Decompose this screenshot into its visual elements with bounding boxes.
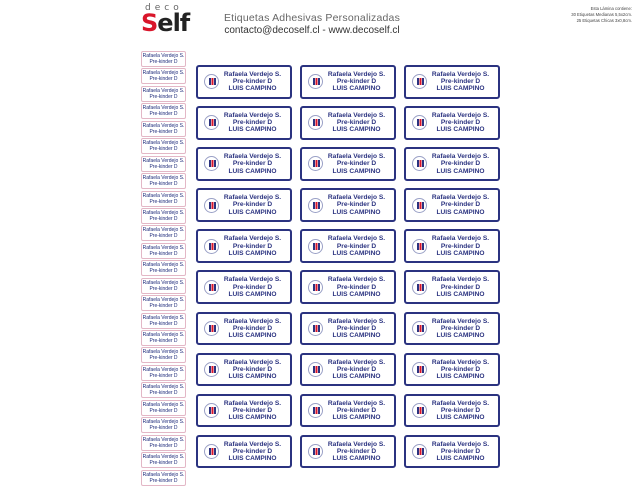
medium-label-name: Rafaela Verdejo S. bbox=[327, 112, 386, 120]
school-crest-icon bbox=[204, 321, 219, 336]
small-label-grade: Pre-kinder D bbox=[149, 250, 178, 257]
school-crest-icon bbox=[412, 280, 427, 295]
small-label-name: Rafaela Verdejo S. bbox=[142, 332, 185, 338]
small-label-grade: Pre-kinder D bbox=[149, 59, 178, 65]
medium-label-name: Rafaela Verdejo S. bbox=[327, 194, 386, 202]
school-crest-icon bbox=[204, 444, 219, 459]
logo-rest-letters: elf bbox=[157, 9, 190, 37]
medium-label-text bbox=[427, 441, 498, 463]
small-label-grade: Pre-kinder D bbox=[149, 442, 178, 449]
medium-label-name: Rafaela Verdejo S. bbox=[431, 70, 490, 78]
small-label-grade: Pre-kinder D bbox=[149, 163, 178, 170]
sheet-info-line: 30 Etiquetas Medianas 5,5x2cm. bbox=[571, 12, 632, 17]
small-label-grade: Pre-kinder D bbox=[149, 372, 178, 379]
medium-label bbox=[404, 312, 500, 346]
medium-label-grade: Pre-kinder D bbox=[232, 78, 273, 86]
small-label-grade: Pre-kinder D bbox=[149, 460, 178, 467]
medium-label bbox=[404, 106, 500, 140]
medium-label-school: LUIS CAMPINO bbox=[436, 85, 485, 93]
medium-label-school: LUIS CAMPINO bbox=[332, 249, 381, 257]
medium-label-school: LUIS CAMPINO bbox=[332, 85, 381, 93]
school-crest-icon bbox=[204, 403, 219, 418]
medium-label-grade: Pre-kinder D bbox=[440, 160, 481, 168]
school-crest-icon bbox=[204, 74, 219, 89]
small-label-name: Rafaela Verdejo S. bbox=[142, 297, 185, 304]
medium-label-text bbox=[219, 153, 290, 175]
small-label-grade: Pre-kinder D bbox=[149, 215, 178, 222]
medium-label-grade: Pre-kinder D bbox=[336, 160, 377, 168]
medium-label-school: LUIS CAMPINO bbox=[436, 331, 485, 339]
medium-label-school: LUIS CAMPINO bbox=[228, 455, 277, 463]
medium-label-name: Rafaela Verdejo S. bbox=[223, 440, 282, 448]
medium-label-grade: Pre-kinder D bbox=[336, 78, 377, 86]
medium-label-school: LUIS CAMPINO bbox=[228, 331, 277, 339]
medium-label-name: Rafaela Verdejo S. bbox=[431, 276, 490, 284]
school-crest-icon bbox=[308, 403, 323, 418]
small-label-grade: Pre-kinder D bbox=[149, 303, 178, 310]
medium-label-name: Rafaela Verdejo S. bbox=[327, 399, 386, 407]
small-label bbox=[141, 243, 186, 259]
small-label bbox=[141, 191, 186, 207]
small-label-grade: Pre-kinder D bbox=[149, 477, 178, 484]
medium-label-text bbox=[323, 194, 394, 216]
school-crest-icon bbox=[412, 362, 427, 377]
small-label-grade: Pre-kinder D bbox=[149, 128, 178, 135]
medium-label-school: LUIS CAMPINO bbox=[332, 331, 381, 339]
medium-label bbox=[404, 435, 500, 469]
medium-label bbox=[300, 147, 396, 181]
medium-label-name: Rafaela Verdejo S. bbox=[327, 440, 386, 448]
medium-label-text bbox=[323, 441, 394, 463]
logo-top-text: deco bbox=[145, 3, 183, 13]
medium-label-grade: Pre-kinder D bbox=[232, 283, 273, 291]
medium-label bbox=[196, 270, 292, 304]
medium-labels-grid bbox=[196, 65, 500, 470]
medium-label-name: Rafaela Verdejo S. bbox=[327, 153, 386, 161]
small-label bbox=[141, 173, 186, 189]
medium-label-text bbox=[219, 318, 290, 340]
medium-label-school: LUIS CAMPINO bbox=[332, 290, 381, 298]
small-label-grade: Pre-kinder D bbox=[149, 146, 178, 153]
medium-label-text bbox=[219, 276, 290, 298]
school-crest-icon bbox=[412, 403, 427, 418]
medium-label-school: LUIS CAMPINO bbox=[332, 414, 381, 422]
medium-label-school: LUIS CAMPINO bbox=[436, 414, 485, 422]
medium-label-name: Rafaela Verdejo S. bbox=[223, 70, 282, 78]
school-crest-icon bbox=[412, 74, 427, 89]
brand-logo bbox=[141, 3, 201, 37]
medium-label-text bbox=[323, 276, 394, 298]
medium-label-text bbox=[427, 112, 498, 134]
medium-label bbox=[404, 270, 500, 304]
medium-label bbox=[196, 106, 292, 140]
medium-label-grade: Pre-kinder D bbox=[440, 448, 481, 456]
medium-label-grade: Pre-kinder D bbox=[336, 242, 377, 250]
school-crest-icon bbox=[308, 444, 323, 459]
medium-label-text bbox=[219, 400, 290, 422]
medium-label-school: LUIS CAMPINO bbox=[436, 373, 485, 381]
medium-label-school: LUIS CAMPINO bbox=[228, 373, 277, 381]
medium-label-grade: Pre-kinder D bbox=[440, 283, 481, 291]
medium-label-name: Rafaela Verdejo S. bbox=[223, 153, 282, 161]
medium-label-text bbox=[219, 112, 290, 134]
small-label bbox=[141, 121, 186, 137]
medium-label bbox=[300, 353, 396, 387]
medium-label-school: LUIS CAMPINO bbox=[228, 290, 277, 298]
small-label bbox=[141, 51, 186, 67]
medium-label-grade: Pre-kinder D bbox=[232, 119, 273, 127]
medium-label-school: LUIS CAMPINO bbox=[332, 208, 381, 216]
page-title: Etiquetas Adhesivas Personalizadas bbox=[223, 12, 401, 24]
school-crest-icon bbox=[308, 362, 323, 377]
school-crest-icon bbox=[412, 198, 427, 213]
small-label-name: Rafaela Verdejo S. bbox=[142, 157, 185, 164]
medium-label-text bbox=[323, 235, 394, 257]
medium-label-text bbox=[323, 71, 394, 93]
medium-label-text bbox=[323, 153, 394, 175]
small-label-grade: Pre-kinder D bbox=[149, 338, 178, 344]
small-label-grade: Pre-kinder D bbox=[149, 181, 178, 188]
school-crest-icon bbox=[308, 115, 323, 130]
medium-label bbox=[300, 65, 396, 99]
medium-label-grade: Pre-kinder D bbox=[440, 78, 481, 86]
medium-label-school: LUIS CAMPINO bbox=[228, 167, 277, 175]
medium-label bbox=[300, 270, 396, 304]
small-label bbox=[141, 382, 186, 398]
medium-label-text bbox=[323, 359, 394, 381]
medium-label-grade: Pre-kinder D bbox=[336, 406, 377, 414]
small-label-name: Rafaela Verdejo S. bbox=[142, 401, 185, 408]
contact-line: contacto@decoself.cl - www.decoself.cl bbox=[224, 25, 400, 36]
medium-label-school: LUIS CAMPINO bbox=[436, 208, 485, 216]
small-label bbox=[141, 260, 186, 276]
medium-label-grade: Pre-kinder D bbox=[440, 201, 481, 209]
small-label bbox=[141, 435, 186, 451]
medium-label-text bbox=[427, 359, 498, 381]
medium-label-grade: Pre-kinder D bbox=[232, 448, 273, 456]
school-crest-icon bbox=[412, 115, 427, 130]
small-label-name: Rafaela Verdejo S. bbox=[142, 349, 185, 356]
medium-label-name: Rafaela Verdejo S. bbox=[431, 399, 490, 407]
medium-label-grade: Pre-kinder D bbox=[232, 324, 273, 332]
school-crest-icon bbox=[204, 198, 219, 213]
medium-label-name: Rafaela Verdejo S. bbox=[327, 70, 386, 78]
medium-label bbox=[300, 106, 396, 140]
school-crest-icon bbox=[412, 444, 427, 459]
school-crest-icon bbox=[412, 156, 427, 171]
medium-label-grade: Pre-kinder D bbox=[232, 406, 273, 414]
medium-label-grade: Pre-kinder D bbox=[336, 365, 377, 373]
medium-label-grade: Pre-kinder D bbox=[232, 365, 273, 373]
medium-label-text bbox=[219, 235, 290, 257]
logo-s-letter: S bbox=[141, 9, 158, 37]
school-crest-icon bbox=[308, 74, 323, 89]
small-label-name: Rafaela Verdejo S. bbox=[142, 105, 185, 112]
medium-label-school: LUIS CAMPINO bbox=[228, 249, 277, 257]
medium-label-grade: Pre-kinder D bbox=[440, 365, 481, 373]
medium-label bbox=[300, 312, 396, 346]
small-label-grade: Pre-kinder D bbox=[149, 320, 178, 327]
medium-label bbox=[196, 188, 292, 222]
school-crest-icon bbox=[204, 280, 219, 295]
school-crest-icon bbox=[412, 321, 427, 336]
school-crest-icon bbox=[204, 362, 219, 377]
small-label-grade: Pre-kinder D bbox=[149, 111, 178, 118]
medium-label-grade: Pre-kinder D bbox=[336, 448, 377, 456]
small-label-name: Rafaela Verdejo S. bbox=[142, 384, 185, 391]
small-label bbox=[141, 330, 186, 346]
medium-label-name: Rafaela Verdejo S. bbox=[223, 358, 282, 366]
school-crest-icon bbox=[308, 198, 323, 213]
school-crest-icon bbox=[204, 156, 219, 171]
medium-label bbox=[196, 312, 292, 346]
small-label-name: Rafaela Verdejo S. bbox=[142, 70, 185, 77]
medium-label-school: LUIS CAMPINO bbox=[436, 167, 485, 175]
medium-label-grade: Pre-kinder D bbox=[440, 242, 481, 250]
small-label-name: Rafaela Verdejo S. bbox=[142, 279, 185, 286]
small-labels-column bbox=[141, 51, 186, 487]
medium-label-grade: Pre-kinder D bbox=[336, 119, 377, 127]
small-label bbox=[141, 313, 186, 329]
medium-label bbox=[196, 353, 292, 387]
medium-label-school: LUIS CAMPINO bbox=[228, 208, 277, 216]
small-label bbox=[141, 400, 186, 416]
small-label-name: Rafaela Verdejo S. bbox=[142, 262, 185, 269]
sheet-info bbox=[571, 6, 632, 24]
medium-label bbox=[404, 353, 500, 387]
small-label-name: Rafaela Verdejo S. bbox=[142, 122, 185, 129]
small-label-name: Rafaela Verdejo S. bbox=[142, 366, 185, 373]
medium-label-name: Rafaela Verdejo S. bbox=[223, 399, 282, 407]
medium-label-grade: Pre-kinder D bbox=[440, 119, 481, 127]
medium-label-text bbox=[219, 71, 290, 93]
small-label-name: Rafaela Verdejo S. bbox=[142, 436, 185, 443]
medium-label-school: LUIS CAMPINO bbox=[332, 455, 381, 463]
small-label-name: Rafaela Verdejo S. bbox=[142, 454, 185, 461]
small-label-name: Rafaela Verdejo S. bbox=[142, 87, 185, 94]
medium-label-name: Rafaela Verdejo S. bbox=[327, 317, 386, 325]
medium-label-grade: Pre-kinder D bbox=[336, 283, 377, 291]
school-crest-icon bbox=[308, 239, 323, 254]
medium-label-text bbox=[427, 153, 498, 175]
small-label-grade: Pre-kinder D bbox=[149, 76, 178, 83]
medium-label-name: Rafaela Verdejo S. bbox=[431, 317, 490, 325]
small-label-name: Rafaela Verdejo S. bbox=[142, 244, 185, 251]
medium-label-school: LUIS CAMPINO bbox=[332, 126, 381, 134]
small-label bbox=[141, 295, 186, 311]
medium-label bbox=[300, 188, 396, 222]
medium-label-name: Rafaela Verdejo S. bbox=[223, 112, 282, 120]
school-crest-icon bbox=[204, 239, 219, 254]
small-label-name: Rafaela Verdejo S. bbox=[142, 192, 185, 199]
medium-label-school: LUIS CAMPINO bbox=[228, 85, 277, 93]
small-label bbox=[141, 103, 186, 119]
small-label bbox=[141, 278, 186, 294]
medium-label-text bbox=[427, 235, 498, 257]
medium-label bbox=[196, 147, 292, 181]
medium-label bbox=[300, 229, 396, 263]
small-label bbox=[141, 156, 186, 172]
medium-label-name: Rafaela Verdejo S. bbox=[431, 153, 490, 161]
small-label-name: Rafaela Verdejo S. bbox=[142, 419, 185, 426]
small-label bbox=[141, 470, 186, 486]
small-label bbox=[141, 208, 186, 224]
small-label-grade: Pre-kinder D bbox=[149, 233, 178, 240]
medium-label-name: Rafaela Verdejo S. bbox=[431, 194, 490, 202]
medium-label-text bbox=[323, 318, 394, 340]
school-crest-icon bbox=[308, 156, 323, 171]
medium-label-text bbox=[219, 194, 290, 216]
medium-label bbox=[196, 65, 292, 99]
medium-label-name: Rafaela Verdejo S. bbox=[223, 276, 282, 284]
small-label bbox=[141, 452, 186, 468]
medium-label-name: Rafaela Verdejo S. bbox=[327, 235, 386, 243]
small-label-name: Rafaela Verdejo S. bbox=[142, 209, 185, 216]
small-label-grade: Pre-kinder D bbox=[149, 355, 178, 362]
medium-label-grade: Pre-kinder D bbox=[440, 324, 481, 332]
medium-label bbox=[196, 435, 292, 469]
school-crest-icon bbox=[204, 115, 219, 130]
medium-label-text bbox=[427, 71, 498, 93]
medium-label-grade: Pre-kinder D bbox=[232, 160, 273, 168]
medium-label-school: LUIS CAMPINO bbox=[436, 455, 485, 463]
school-crest-icon bbox=[308, 321, 323, 336]
medium-label-grade: Pre-kinder D bbox=[336, 324, 377, 332]
small-label-name: Rafaela Verdejo S. bbox=[142, 227, 185, 234]
small-label-name: Rafaela Verdejo S. bbox=[142, 471, 185, 478]
medium-label-name: Rafaela Verdejo S. bbox=[431, 112, 490, 120]
medium-label-school: LUIS CAMPINO bbox=[436, 126, 485, 134]
small-label-grade: Pre-kinder D bbox=[149, 425, 178, 432]
medium-label-name: Rafaela Verdejo S. bbox=[223, 235, 282, 243]
medium-label-name: Rafaela Verdejo S. bbox=[431, 358, 490, 366]
small-label-name: Rafaela Verdejo S. bbox=[142, 314, 185, 321]
medium-label-name: Rafaela Verdejo S. bbox=[327, 358, 386, 366]
medium-label-text bbox=[323, 400, 394, 422]
sheet-info-line: 25 Etiquetas Chicas 3x0,8cm. bbox=[576, 18, 632, 23]
medium-label-text bbox=[427, 276, 498, 298]
medium-label-grade: Pre-kinder D bbox=[232, 201, 273, 209]
medium-label-name: Rafaela Verdejo S. bbox=[431, 440, 490, 448]
medium-label-text bbox=[219, 359, 290, 381]
small-label bbox=[141, 225, 186, 241]
medium-label bbox=[404, 147, 500, 181]
medium-label-text bbox=[427, 318, 498, 340]
school-crest-icon bbox=[412, 239, 427, 254]
small-label-grade: Pre-kinder D bbox=[149, 198, 178, 205]
small-label-grade: Pre-kinder D bbox=[149, 390, 178, 397]
medium-label-grade: Pre-kinder D bbox=[232, 242, 273, 250]
medium-label-name: Rafaela Verdejo S. bbox=[327, 276, 386, 284]
medium-label bbox=[196, 229, 292, 263]
medium-label bbox=[404, 394, 500, 428]
school-crest-icon bbox=[308, 280, 323, 295]
small-label-name: Rafaela Verdejo S. bbox=[142, 140, 185, 147]
medium-label-school: LUIS CAMPINO bbox=[228, 126, 277, 134]
medium-label-text bbox=[219, 441, 290, 463]
medium-label-school: LUIS CAMPINO bbox=[332, 373, 381, 381]
medium-label-school: LUIS CAMPINO bbox=[436, 290, 485, 298]
small-label-name: Rafaela Verdejo S. bbox=[142, 53, 185, 59]
sheet-info-line: Esta Lámina contiene: bbox=[590, 6, 632, 11]
small-label bbox=[141, 68, 186, 84]
logo-main-text bbox=[141, 9, 189, 37]
medium-label bbox=[196, 394, 292, 428]
medium-label bbox=[404, 229, 500, 263]
small-label-name: Rafaela Verdejo S. bbox=[142, 175, 185, 182]
medium-label bbox=[300, 394, 396, 428]
small-label bbox=[141, 347, 186, 363]
small-label bbox=[141, 365, 186, 381]
medium-label-name: Rafaela Verdejo S. bbox=[431, 235, 490, 243]
medium-label-name: Rafaela Verdejo S. bbox=[223, 194, 282, 202]
medium-label-grade: Pre-kinder D bbox=[440, 406, 481, 414]
medium-label-text bbox=[323, 112, 394, 134]
medium-label-grade: Pre-kinder D bbox=[336, 201, 377, 209]
small-label-grade: Pre-kinder D bbox=[149, 93, 178, 100]
medium-label bbox=[404, 188, 500, 222]
medium-label bbox=[300, 435, 396, 469]
medium-label bbox=[404, 65, 500, 99]
small-label-grade: Pre-kinder D bbox=[149, 268, 178, 275]
medium-label-text bbox=[427, 194, 498, 216]
small-label-grade: Pre-kinder D bbox=[149, 407, 178, 414]
small-label-grade: Pre-kinder D bbox=[149, 285, 178, 292]
small-label bbox=[141, 138, 186, 154]
small-label bbox=[141, 86, 186, 102]
medium-label-school: LUIS CAMPINO bbox=[228, 414, 277, 422]
medium-label-name: Rafaela Verdejo S. bbox=[223, 317, 282, 325]
medium-label-school: LUIS CAMPINO bbox=[436, 249, 485, 257]
medium-label-text bbox=[427, 400, 498, 422]
medium-label-school: LUIS CAMPINO bbox=[332, 167, 381, 175]
small-label bbox=[141, 417, 186, 433]
